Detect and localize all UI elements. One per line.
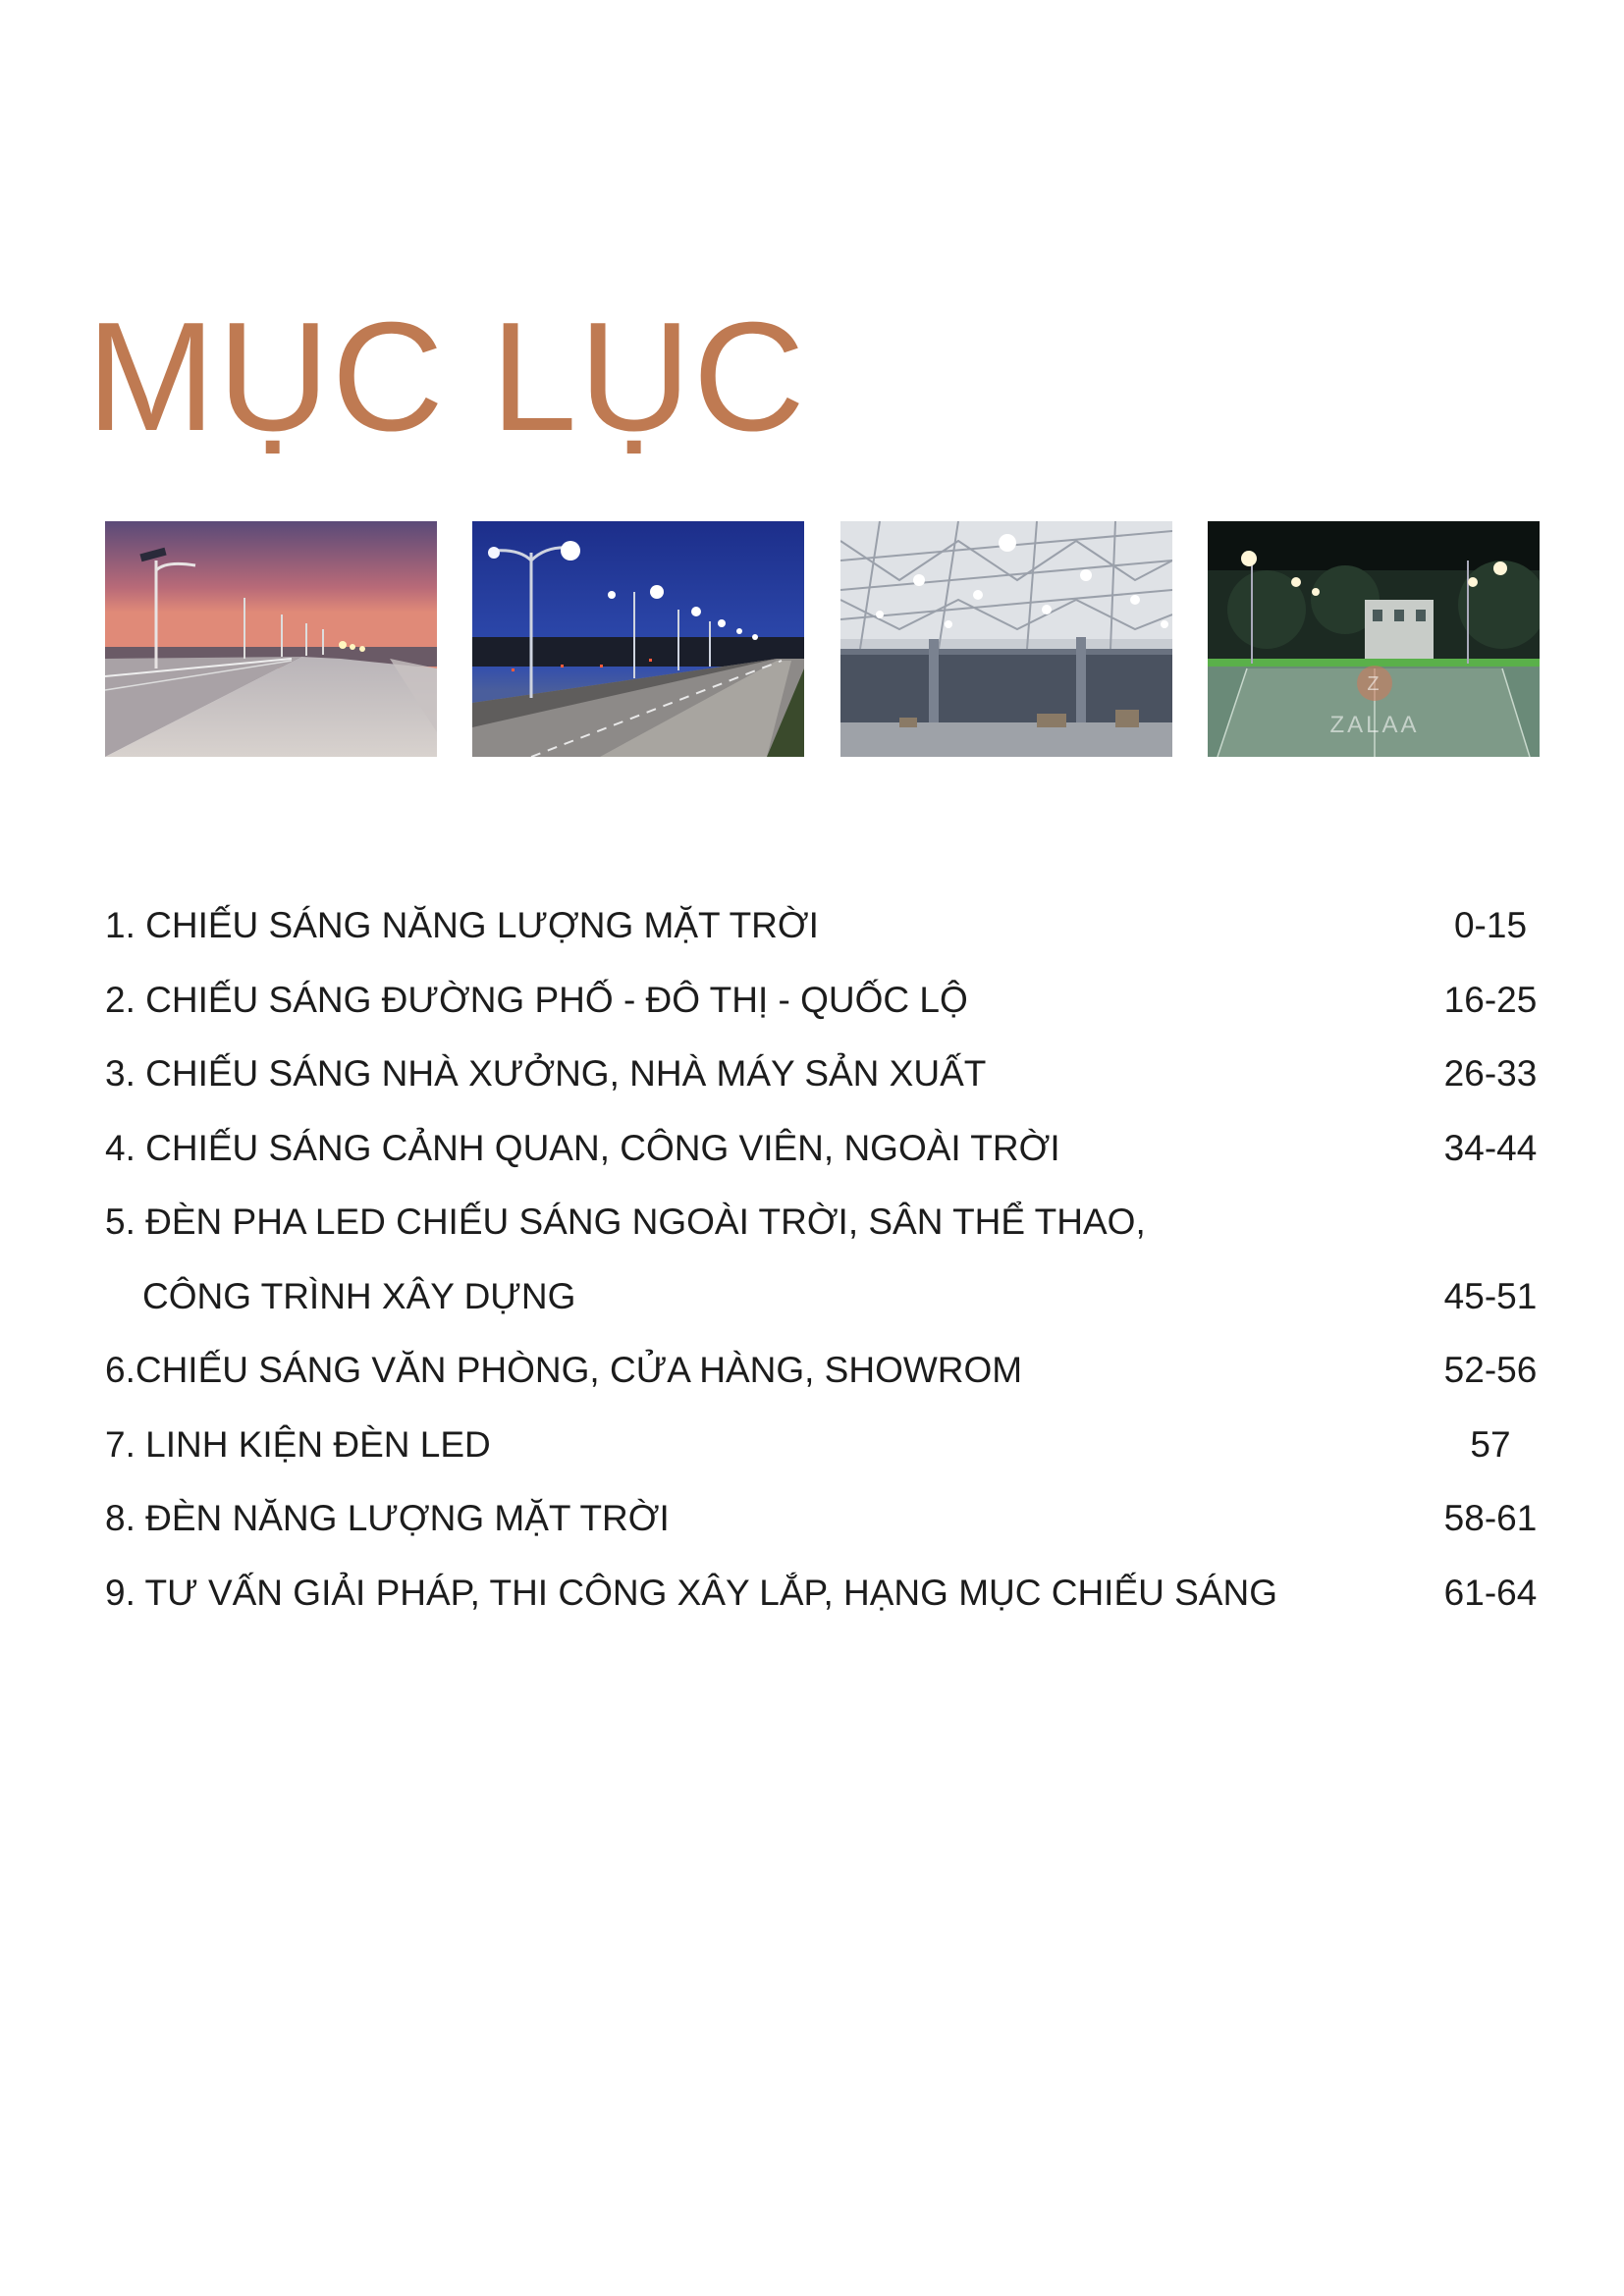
toc-item-5[interactable] <box>105 1185 1544 1259</box>
toc-label: 5. ĐÈN PHA LED CHIẾU SÁNG NGOÀI TRỜI, SÂN THỂ THAO, <box>105 1201 1146 1242</box>
toc-page-range: 16-25 <box>1443 979 1538 1020</box>
sports-court-flood-lights-photo <box>1208 521 1540 757</box>
table-of-contents <box>105 888 1544 1629</box>
toc-label: CÔNG TRÌNH XÂY DỰNG <box>142 1275 576 1316</box>
toc-page-range: 58-61 <box>1443 1498 1538 1538</box>
toc-page-range: 26-33 <box>1443 1053 1538 1094</box>
toc-label: 8. ĐÈN NĂNG LƯỢNG MẶT TRỜI <box>105 1498 670 1538</box>
toc-page-range: 34-44 <box>1443 1127 1538 1168</box>
toc-page-range: 61-64 <box>1443 1572 1538 1613</box>
toc-label: 4. CHIẾU SÁNG CẢNH QUAN, CÔNG VIÊN, NGOÀI TRỜI <box>105 1127 1060 1168</box>
toc-item-1[interactable] <box>105 888 1544 963</box>
toc-page-range: 0-15 <box>1453 905 1528 945</box>
svg-text:Z: Z <box>1367 673 1382 695</box>
solar-street-lights-bridge-photo <box>105 521 437 757</box>
toc-item-3[interactable] <box>105 1037 1544 1111</box>
toc-label: 9. TƯ VẤN GIẢI PHÁP, THI CÔNG XÂY LẮP, HẠNG MỤC CHIẾU SÁNG <box>105 1572 1277 1613</box>
photo-strip <box>105 521 1539 757</box>
highway-street-lights-photo <box>472 521 804 757</box>
toc-item-7[interactable] <box>105 1408 1544 1482</box>
toc-item-9[interactable] <box>105 1556 1544 1630</box>
toc-item-2[interactable] <box>105 963 1544 1038</box>
toc-page-range: 45-51 <box>1443 1275 1538 1316</box>
toc-label: 2. CHIẾU SÁNG ĐƯỜNG PHỐ - ĐÔ THỊ - QUỐC LỘ <box>105 979 968 1020</box>
toc-label: 1. CHIẾU SÁNG NĂNG LƯỢNG MẶT TRỜI <box>105 905 819 945</box>
toc-page-range: 52-56 <box>1443 1350 1538 1390</box>
watermark-text: ZALAA <box>1329 712 1420 738</box>
toc-label: 7. LINH KIỆN ĐÈN LED <box>105 1423 491 1465</box>
toc-label: 6.CHIẾU SÁNG VĂN PHÒNG, CỬA HÀNG, SHOWROM <box>105 1350 1023 1390</box>
toc-item-8[interactable] <box>105 1481 1544 1556</box>
toc-label: 3. CHIẾU SÁNG NHÀ XƯỞNG, NHÀ MÁY SẢN XUẤT <box>105 1053 987 1094</box>
page-title: MỤC LỤC <box>86 291 807 463</box>
toc-item-5-continued[interactable] <box>105 1259 1544 1334</box>
toc-page-range: 57 <box>1470 1423 1511 1465</box>
factory-high-bay-lights-photo <box>840 521 1172 757</box>
toc-item-6[interactable] <box>105 1333 1544 1408</box>
toc-item-4[interactable] <box>105 1111 1544 1186</box>
